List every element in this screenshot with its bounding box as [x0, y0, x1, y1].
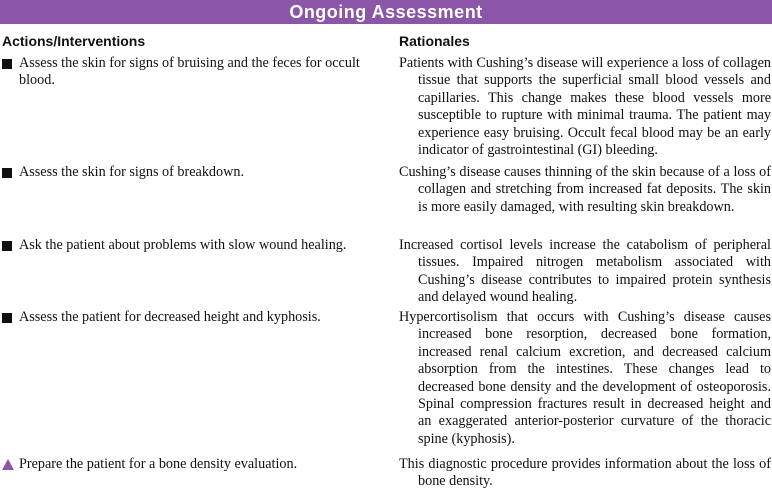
- action-cell: [2, 55, 382, 90]
- square-bullet-icon: [2, 59, 12, 69]
- action-cell: [2, 456, 382, 473]
- action-text: Ask the patient about problems with slow wound healing.: [19, 237, 347, 253]
- rationale-text: Increased cortisol levels increase the catabolism of peripheral tissues. Impaired nitrogen metabolism associated with Cushing’s disease contributes to impaired protein synthesis and delayed wound healing.: [399, 237, 771, 306]
- rationales-column-header: Rationales: [399, 33, 470, 49]
- rationale-text: Hypercortisolism that occurs with Cushing’s disease causes increased bone resorption, decreased bone formation, increased renal calcium excretion, and decreased calcium absorption from the intestines. These changes lead to decreased bone density and the development of osteoporosis. Spinal compression fractures result in decreased height and an exaggerated anterior-posterior curvature of the thoracic spine (kyphosis).: [399, 309, 771, 447]
- action-text: Assess the skin for signs of bruising and the feces for occult blood.: [19, 55, 360, 89]
- actions-column-header: Actions/Interventions: [2, 33, 146, 49]
- rationale-text: This diagnostic procedure provides information about the loss of bone density.: [399, 456, 771, 490]
- square-bullet-icon: [2, 313, 12, 323]
- action-text: Assess the skin for signs of breakdown.: [19, 164, 245, 180]
- triangle-bullet-icon: [2, 459, 14, 470]
- action-cell: [2, 237, 382, 254]
- action-text: Prepare the patient for a bone density evaluation.: [19, 456, 298, 472]
- square-bullet-icon: [2, 241, 12, 251]
- action-cell: [2, 309, 382, 326]
- square-bullet-icon: [2, 168, 12, 178]
- rationale-text: Patients with Cushing’s disease will experience a loss of collagen tissue that supports the superficial small blood vessels and capillaries. This change makes these blood vessels more susceptible to rupture with minimal trauma. The patient may experience easy bruising. Occult fecal blood may be an early indicator of gastrointestinal (GI) bleeding.: [399, 55, 771, 159]
- section-banner: Ongoing Assessment: [0, 0, 772, 24]
- action-cell: [2, 164, 382, 181]
- rationale-text: Cushing’s disease causes thinning of the skin because of a loss of collagen and stretching from increased fat deposits. The skin is more easily damaged, with resulting skin breakdown.: [399, 164, 771, 215]
- action-text: Assess the patient for decreased height and kyphosis.: [19, 309, 321, 325]
